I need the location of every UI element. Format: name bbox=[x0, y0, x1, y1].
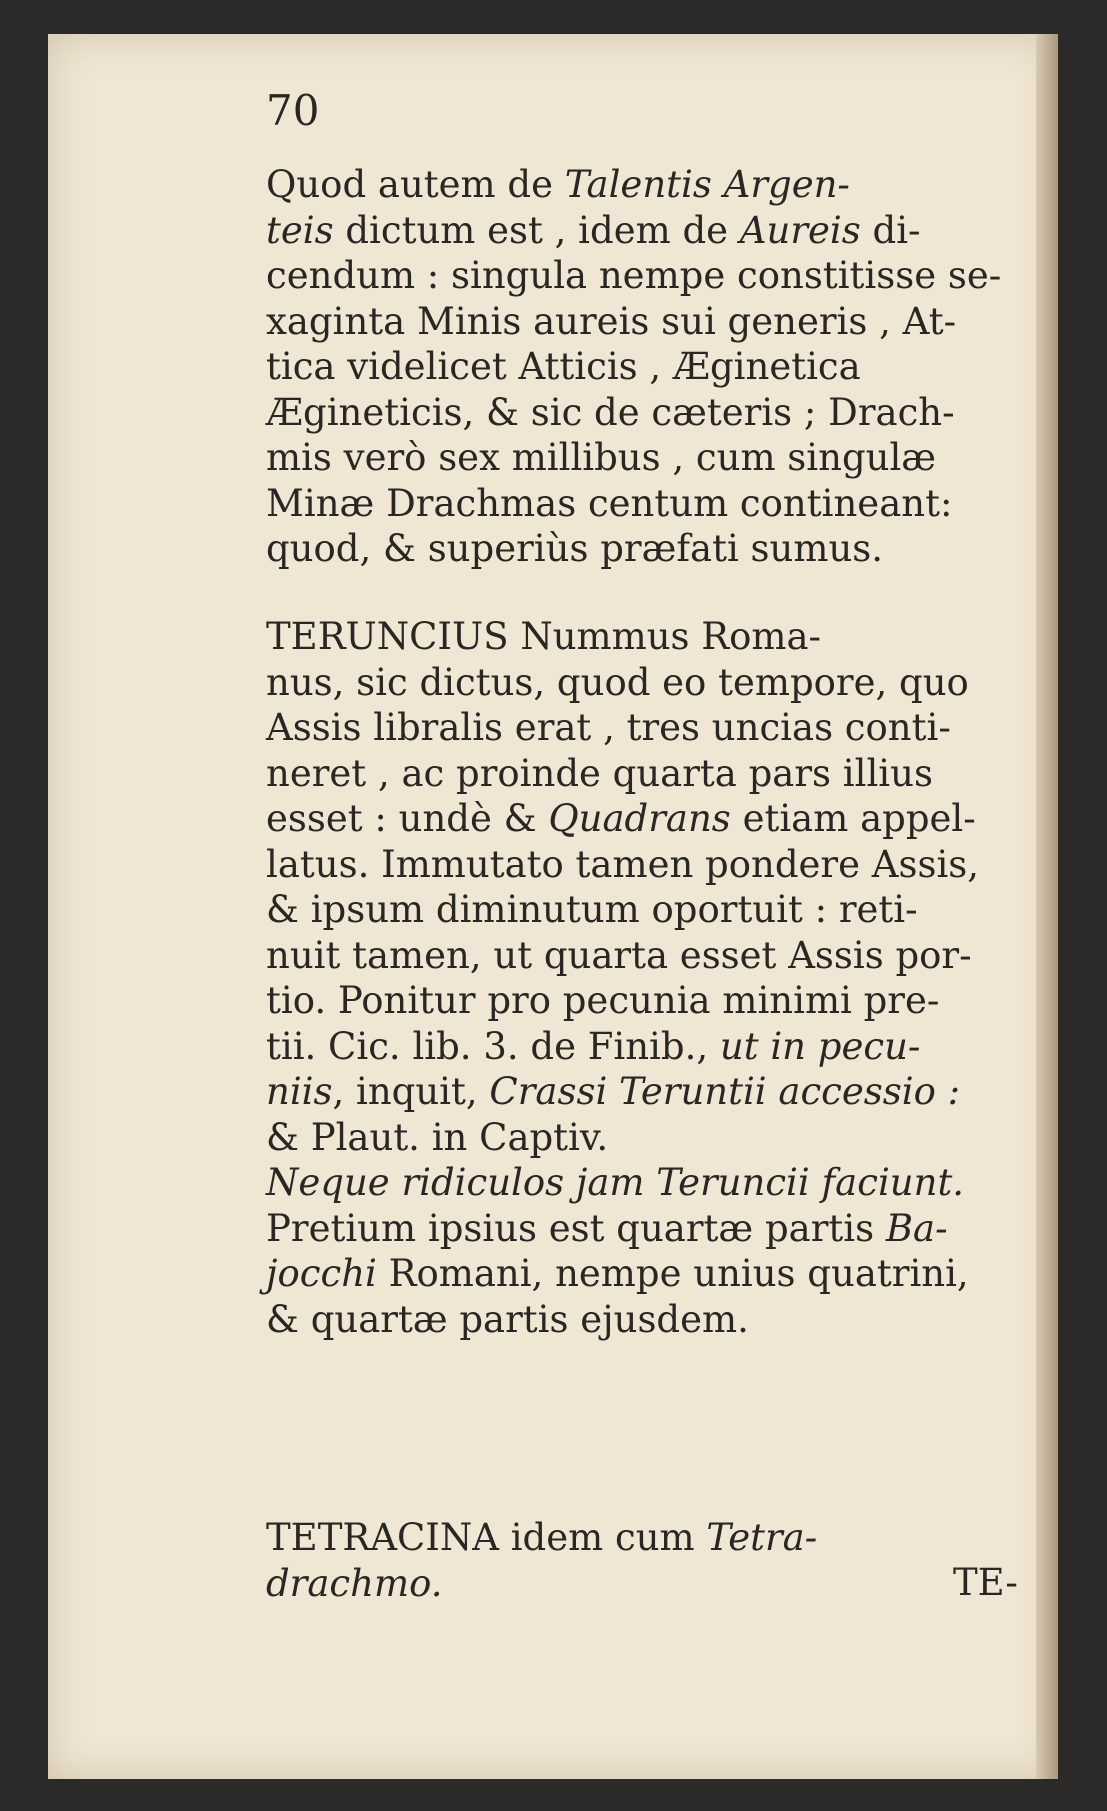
italic-text: Quadrans bbox=[548, 797, 731, 840]
catchword: TE- bbox=[953, 1561, 1018, 1604]
roman-text: Quod autem de bbox=[266, 163, 565, 206]
text-line bbox=[266, 1251, 1046, 1297]
roman-text: nus, sic dictus, quod eo tempore, quo bbox=[266, 660, 969, 704]
roman-text: latus. Immutato tamen pondere Assis, bbox=[266, 842, 980, 886]
roman-text: xaginta Minis aureis sui generis , At- bbox=[266, 299, 957, 343]
text-line bbox=[266, 705, 1046, 751]
text-line bbox=[266, 1069, 1046, 1115]
text-line bbox=[266, 162, 1046, 208]
text-line bbox=[266, 1115, 1046, 1161]
roman-text: etiam appel- bbox=[730, 797, 976, 840]
roman-text: nuit tamen, ut quarta esset Assis por- bbox=[266, 933, 972, 977]
italic-text: Tetra- bbox=[706, 1516, 818, 1559]
text-line bbox=[266, 796, 1046, 842]
text-line bbox=[266, 1206, 1046, 1252]
roman-text: esset : undè & bbox=[266, 797, 549, 840]
italic-text: teis bbox=[266, 208, 334, 252]
roman-text: TETRACINA idem cum bbox=[266, 1516, 707, 1559]
text-line bbox=[266, 1024, 1046, 1070]
roman-text: dictum est , idem de bbox=[333, 208, 740, 252]
roman-text: Pretium ipsius est quartæ partis bbox=[266, 1206, 886, 1250]
text-line bbox=[266, 208, 1046, 254]
italic-text: Crassi Teruntii accessio : bbox=[489, 1070, 961, 1113]
text-line bbox=[266, 435, 1046, 481]
book-page bbox=[48, 34, 1058, 1779]
text-line bbox=[266, 1515, 1046, 1561]
italic-text: Aureis bbox=[739, 208, 861, 252]
paragraph-talentis bbox=[266, 162, 1046, 572]
text-line bbox=[266, 978, 1046, 1024]
roman-text: TERUNCIUS Nummus Roma- bbox=[266, 615, 822, 658]
roman-text: Assis libralis erat , tres uncias conti- bbox=[266, 706, 951, 749]
roman-text: , inquit, bbox=[332, 1070, 490, 1113]
roman-text: & quartæ partis ejusdem. bbox=[266, 1297, 749, 1341]
text-line bbox=[266, 614, 1046, 660]
roman-text: neret , ac proinde quarta pars illius bbox=[266, 751, 933, 795]
roman-text: mis verò sex millibus , cum singulæ bbox=[266, 436, 937, 479]
text-line bbox=[266, 344, 1046, 390]
roman-text: & Plaut. in Captiv. bbox=[266, 1115, 609, 1159]
roman-text: Romani, nempe unius quatrini, bbox=[376, 1252, 969, 1295]
text-line bbox=[266, 933, 1046, 979]
roman-text: tica videlicet Atticis , Æginetica bbox=[266, 345, 861, 388]
italic-text: jocchi bbox=[266, 1252, 377, 1295]
text-line bbox=[266, 660, 1046, 706]
italic-text: Ba- bbox=[885, 1206, 948, 1250]
roman-text: Ægineticis, & sic de cæteris ; Drach- bbox=[266, 390, 955, 434]
italic-text: niis bbox=[266, 1070, 333, 1113]
roman-text: tii. Cic. lib. 3. de Finib., bbox=[266, 1024, 720, 1068]
text-line bbox=[266, 1561, 1046, 1607]
roman-text: Minæ Drachmas centum contineant: bbox=[266, 481, 953, 525]
text-line bbox=[266, 1160, 1046, 1206]
text-line bbox=[266, 390, 1046, 436]
text-line bbox=[266, 751, 1046, 797]
text-line bbox=[266, 887, 1046, 933]
paragraph-teruncius bbox=[266, 614, 1046, 1342]
text-line bbox=[266, 1297, 1046, 1343]
italic-text: Neque ridiculos jam Teruncii faciunt. bbox=[266, 1161, 965, 1204]
paragraph-tetracina bbox=[266, 1515, 1046, 1606]
italic-text: Talentis Argen- bbox=[564, 163, 850, 206]
roman-text: di- bbox=[860, 208, 921, 252]
italic-text: ut in pecu- bbox=[719, 1024, 921, 1068]
page-number: 70 bbox=[266, 86, 320, 135]
italic-text: drachmo. bbox=[266, 1561, 443, 1605]
roman-text: tio. Ponitur pro pecunia minimi pre- bbox=[266, 979, 940, 1022]
text-line bbox=[266, 299, 1046, 345]
text-line bbox=[266, 842, 1046, 888]
text-line bbox=[266, 253, 1046, 299]
roman-text: quod, & superiùs præfati sumus. bbox=[266, 527, 884, 570]
roman-text: & ipsum diminutum oportuit : reti- bbox=[266, 888, 918, 931]
text-line bbox=[266, 481, 1046, 527]
roman-text: cendum : singula nempe constitisse se- bbox=[266, 254, 1002, 297]
text-line bbox=[266, 526, 1046, 572]
